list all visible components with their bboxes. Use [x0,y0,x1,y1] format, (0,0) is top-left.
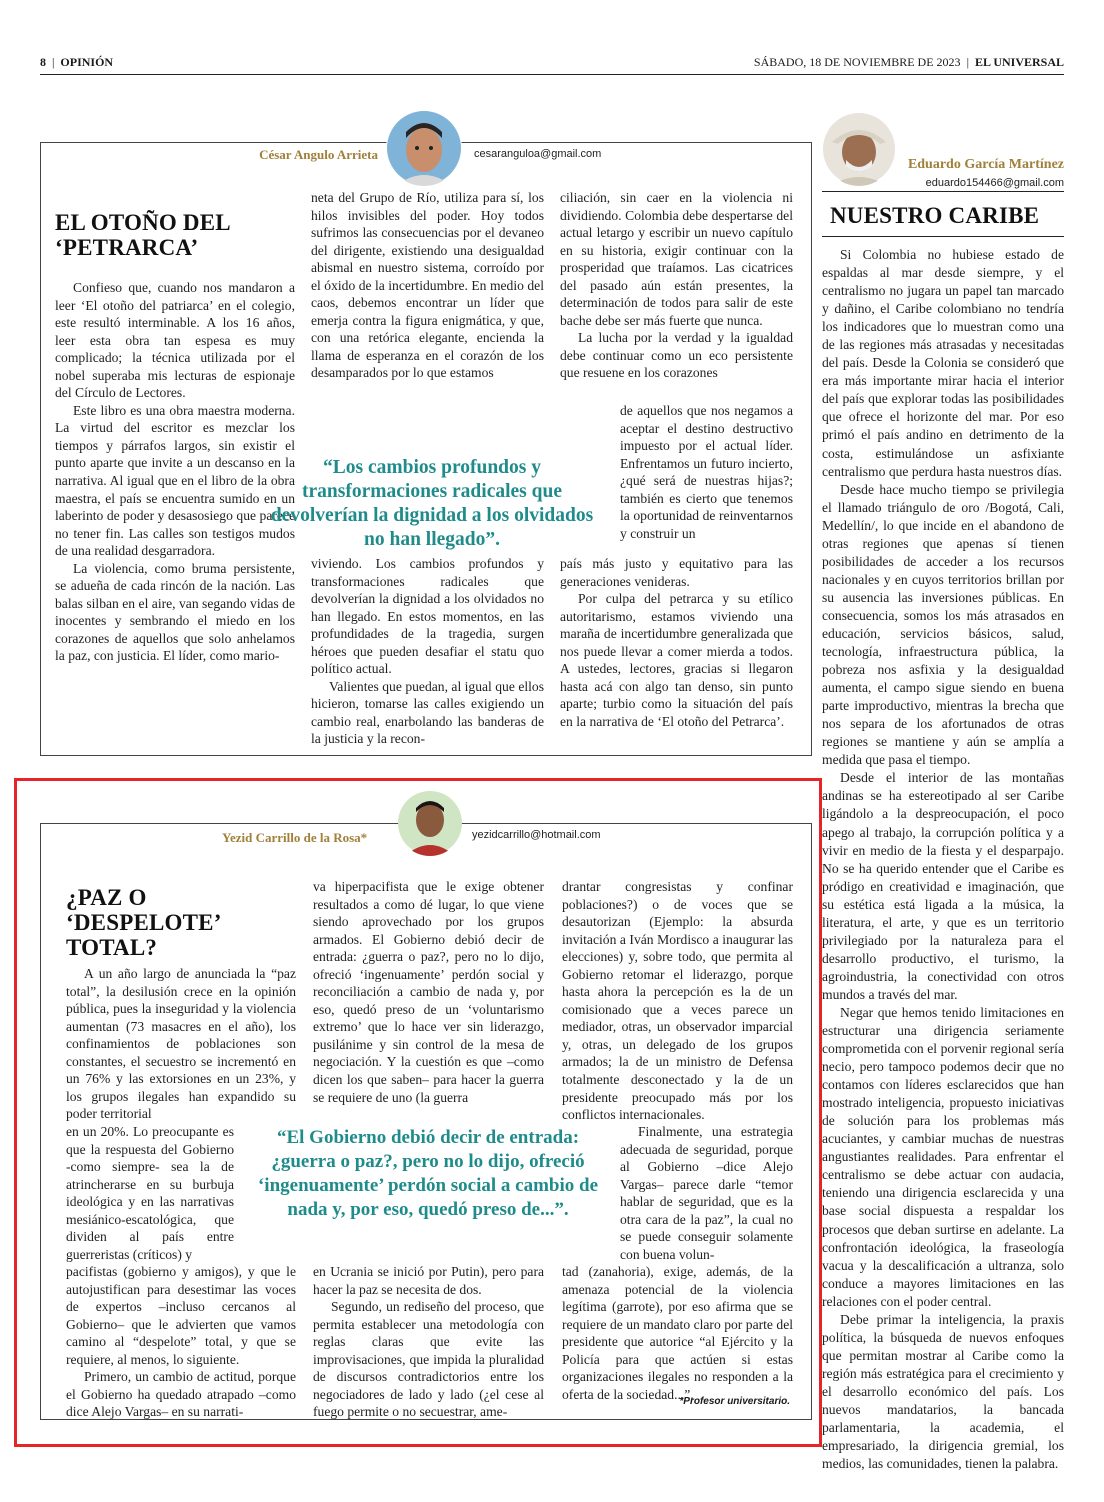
page-number: 8 [40,55,46,69]
article-2-pull-quote: “El Gobierno debió decir de entrada: ¿guerra o paz?, pero no lo dijo, ofreció ‘ingenuamente’ perdón social a cambio de nada y, por eso, quedó preso de...”. [257,1127,599,1220]
article-2-col-1-top: A un año largo de anunciada la “paz total”, la desilusión crece en la opinión pública, pues la inseguridad y la violencia aumentan (73 masacres en el año), los confinamientos de poblaciones son constantes, el secuestro se incrementó en un 76% y las extorsiones en un 23%, y los grupos ilegales han expandido su poder territorial [66,966,296,1122]
article-1-author: César Angulo Arrieta [259,147,378,162]
article-2-email: yezidcarrillo@hotmail.com [472,829,601,841]
article-1-avatar [386,110,462,186]
article-2-title: ¿PAZ O ‘DESPELOTE’ TOTAL? [66,885,220,960]
article-1-pull-quote: “Los cambios profundos y transformaciones radicales que devolverían la dignidad a los olvidados no han llegado”. [270,457,594,550]
article-2-avatar [397,790,463,856]
article-1-col-3-top: ciliación, sin caer en la violencia ni dividiendo. Colombia debe despertarse del actual letargo y escribir un nuevo capítulo en su historia, exigir continuar con la prosperidad que traíamos. Las cicatrices del pasado aún están presentes, la determinación de todos para salir de este bache debe ser más fuerte que nunca. La lucha por la verdad y la igualdad debe continuar como un eco persistente que resuene en los corazones [560,190,793,381]
article-3-title: NUESTRO CARIBE [830,203,1040,228]
article-2-col-3-top: drantar congresistas y confinar poblaciones?) o de voces que se desautorizan (Ejemplo: la absurda invitación a Iván Mordisco a inaugurar las elecciones) y, sobre todo, que permita al Gobierno retomar el liderazgo, porque hasta ahora la percepción es la de un comisionado que a veces parece un mediador, otras, un observador imparcial y, otras, un delegado de los grupos armados; la de un ministro de Defensa totalmente desconectado y la de un presidente preocupado más por los conflictos internacionales. [562,879,793,1123]
header-separator: | [49,55,58,69]
header-rule [40,74,1064,75]
article-2-footnote: *Profesor universitario. [679,1396,790,1407]
article-1-col-3-bottom: país más justo y equitativo para las generaciones venideras. Por culpa del petrarca y su etílico autoritarismo, estamos viviendo una maraña de incertidumbre generalizada que nos puede llevar a comer mierda a todos. A ustedes, lectores, gracias si llegaron hasta acá con algo tan denso, sin punto aparte; turbio como la situación del país en la narrativa de ‘El otoño del Petrarca’. [560,556,793,729]
article-2-col-2-bottom: en Ucrania se inició por Putin), pero para hacer la paz se necesita de dos. Segundo, un rediseño del proceso, que permita establecer una metodología con reglas claras que evite las improvisaciones, que impida la pluralidad de discursos contradictorios entre los negociadores de lado y lado (¿el cese al fuego permite o no secuestrar, ame- [313,1264,544,1420]
article-2-col-3-mid: Finalmente, una estrategia adecuada de seguridad, porque al Gobierno –dice Alejo Vargas– parece darle “temor hablar de seguridad, que es la otra cara de la paz”, la cual no se puede conseguir solamente con buena volun- [620,1124,793,1262]
article-1-col-2-bottom: viviendo. Los cambios profundos y transformaciones radicales que devolverían la dignidad a los olvidados no han llegado. En estos momentos, en las profundidades de la tragedia, surgen héroes que pueden desafiar el statu quo político actual. Valientes que puedan, al igual que ellos hicieron, tomarse las calles exigiendo un cambio real, enarbolando las banderas de la justicia y la recon- [311,556,544,747]
article-3-avatar [822,112,896,186]
article-1-title: EL OTOÑO DEL ‘PETRARCA’ [55,210,230,260]
page-header-right: SÁBADO, 18 DE NOVIEMBRE DE 2023 | EL UNIVERSAL [753,55,1064,69]
article-2-author: Yezid Carrillo de la Rosa* [222,830,368,845]
section-name: OPINIÓN [60,55,114,69]
article-2-col-2-top: va hiperpacifista que le exige obtener resultados a como dé lugar, lo que viene siendo aprovechado por los grupos armados. El Gobierno debió decir de entrada: ¿guerra o paz?, pero no lo dijo, ofreció ‘ingenuamente’ perdón social y reconciliación a cambio de nada y, por eso, quedó preso de un ‘voluntarismo extremo’ que lo hace ver sin liderazgo, pusilánime y sin control de la mesa de negociación. Y la cuestión es que –como dicen los que saben– para hacer la guerra se requiere de uno (la guerra [313,879,544,1105]
article-3-email: eduardo154466@gmail.com [925,177,1064,189]
article-1-col-3-mid: de aquellos que nos negamos a aceptar el destino destructivo impuesto por el actual líder. Enfrentamos un futuro incierto, ¿qué será de nuestras hijas?; también es cierto que tenemos la oportunidad de reinventarnos y construir un [620,403,793,541]
article-1-col-2-top: neta del Grupo de Río, utiliza para sí, los hilos invisibles del poder. Hoy todos sufrimos las consecuencias por el devaneo del dirigente, existiendo una desigualdad abismal en nuestro sistema, corroído por el óxido de la incertidumbre. En medio del caos, debemos encontrar un líder que emerja contra la figura enigmática, y que, con una retórica elegante, encienda la llama de esperanza en el corazón de los desamparados por lo que estamos [311,190,544,381]
article-3-title-rule-bottom [822,236,1064,237]
article-2-col-1-mid: en un 20%. Lo preocupante es que la respuesta del Gobierno -como siempre- sea la de atrincherarse en su burbuja ideológica y en las narrativas mesiánico-escatológica, que dividen al país entre guerreristas (críticos) y [66,1124,234,1262]
article-1-col-1: Confieso que, cuando nos mandaron a leer ‘El otoño del patriarca’ en el colegio, este resultó interminable. A los 16 años, leer esta obra tan espesa es muy complicado; la técnica utilizada por el nobel superaba mis lecturas de espionaje del Círculo de Lectores. Este libro es una obra maestra moderna. La virtud del escritor es mezclar los tiempos y párrafos largos, sin existir el punto aparte que invite a un descanso en la narrativa. Al igual que en el libro de la obra maestra, el país se encuentra sumido en un laberinto de poder y desasosiego que parece no tener fin. Las calles son testigos mudos de una realidad desgarradora. La violencia, como bruma persistente, se adueña de cada rincón de la nación. Las balas silban en el aire, van segando vidas de inocentes y sembrando el miedo en los corazones de aquellos que solo anhelamos la paz, con justicia. El líder, como mario- [55,280,295,664]
article-2-col-1-bottom: pacifistas (gobierno y amigos), y que le autojustifican para desestimar las voces de expertos –incluso cercanos al Gobierno– que le advierten que vamos camino al “despelote” total, y que se requiere, al menos, lo siguiente. Primero, un cambio de actitud, porque el Gobierno ha quedado atrapado –como dice Alejo Vargas– en su narrati- [66,1264,296,1420]
article-1-email: cesaranguloa@gmail.com [474,148,602,160]
article-2-col-3-bottom: tad (zanahoria), exige, además, de la amenaza potencial de la violencia legítima (garrote), por eso afirma que se requiere de un mandato claro por parte del presidente que autorice “al Ejército y la Policía para que actúen si estas organizaciones ilegales no responden a la oferta de la sociedad...”. [562,1264,793,1402]
page-header-left [40,55,113,70]
article-3-title-rule [822,191,1064,192]
newspaper-name: EL UNIVERSAL [974,55,1064,69]
edition-date: SÁBADO, 18 DE NOVIEMBRE DE 2023 [753,55,961,69]
article-3-body: Si Colombia no hubiese estado de espaldas al mar desde siempre, y el centralismo no jugara un papel tan marcado y dañino, el Caribe colombiano no tendría los indicadores que lo muestran como una de las regiones más atrasadas y necesitadas del país. Desde la Colonia se consideró que era más importante mirar hacia el interior del país que explorar todas las posibilidades que ofrece el horizonte del mar. Por eso primó el país andino en detrimento de la costa, estimulándose un asfixiante centralismo que perdura hasta nuestros días. Desde hace mucho tiempo se privilegia el llamado triángulo de oro /Bogotá, Cali, Medellín/, lo que incide en el abandono de otras regiones que apenas sí tienen posibilidades de acceder a los recursos nacionales y en cuyos territorios brillan por su ausencia las inversiones públicas. En consecuencia, somos los más atrasados en educación, servicios básicos, salud, tecnología, infraestructura pública, la pobreza nos asfixia y la desigualdad aumenta, el campo sigue siendo en buena parte improductivo, mientras la brecha que nos separa de los afortunados de otras regiones se mantiene y aún se amplía a medida que pasa el tiempo. Desde el interior de las montañas andinas se ha estereotipado al ser Caribe ligándolo a la despreocupación, el poco apego al trabajo, la corrupción política y a vivir en medio de la fiesta y el desparpajo. No se ha querido entender que el Caribe es pródigo en creatividad e imaginación, que su estética está ligada a la música, la literatura, el arte, y que es un territorio privilegiado por la naturaleza para el desarrollo productivo, el turismo, la agroindustria, la conectividad con otros mundos a través del mar. Negar que hemos tenido limitaciones en estructurar una dirigencia seriamente comprometida con el porvenir regional sería necio, pero tampoco podemos decir que no contamos con líderes esclarecidos que han mostrado inteligencia, propuesto iniciativas de solución para los problemas más acuciantes, y cambiar muchas de nuestras angustiantes realidades. Para enfrentar el centralismo se debe actuar con audacia, teniendo una dirigencia esclarecida y una base social dispuesta a respaldar los procesos que deban surtirse en adelante. La confrontación ideológica, la fraseología vacua y la descalificación a ultranza, solo conduce a mayores limitaciones en las relaciones con el poder central. Debe primar la inteligencia, la praxis política, la búsqueda de nuevos enfoques que permitan mostrar al Caribe como la región más estratégica para el crecimiento y el desarrollo económico del país. Los nuevos mandatarios, la bancada parlamentaria, la academia, el empresariado, la dirigencia gremial, los medios, las comunidades, tienen la palabra. [822,247,1064,1472]
article-3-author: Eduardo García Martínez [907,157,1064,172]
